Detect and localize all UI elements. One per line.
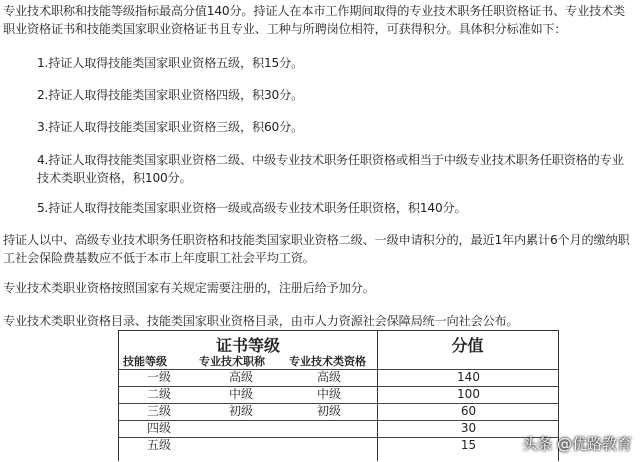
- table-row: [119, 403, 558, 420]
- cell-title: 高级: [228, 370, 253, 384]
- rule-item-1: 1.持证人取得技能类国家职业资格五级，积15分。: [37, 56, 304, 70]
- cell-qual: 高级: [316, 370, 341, 384]
- cell-skill: 三级: [146, 404, 171, 418]
- registration-paragraph: 专业技术类职业资格按照国家有关规定需要注册的，注册后给予加分。: [3, 281, 375, 295]
- brand-watermark: 头条 @优路教育: [522, 435, 632, 453]
- cell-score: 60: [460, 404, 477, 418]
- social-insurance-paragraph: 持证人以中、高级专业技术职务任职资格和技能类国家职业资格二级、一级申请积分的，最近1年内累计6个月的缴纳职工社会保险费基数应不低于本市上年度职工社会平均工资。: [3, 233, 630, 265]
- cell-score: 100: [457, 387, 480, 401]
- cell-skill: 四级: [146, 421, 171, 435]
- cell-skill: 一级: [146, 370, 171, 384]
- subheader-tech-qual: 专业技术类资格: [289, 355, 366, 368]
- subheader-skill-level: 技能等级: [123, 355, 167, 368]
- cell-title: 中级: [228, 387, 253, 401]
- cell-qual: 初级: [316, 404, 341, 418]
- cell-title: 初级: [228, 404, 253, 418]
- cell-qual: 中级: [316, 387, 341, 401]
- header-cert-level: 证书等级: [215, 336, 280, 355]
- intro-paragraph: 专业技术职称和技能等级指标最高分值140分。持证人在本市工作期间取得的专业技术职务任职资格证书、专业技术类职业资格证书和技能类国家职业资格证书且专业、工种与所聘岗位相符，可获得积分。具体积分标准如下：: [3, 4, 626, 36]
- catalog-paragraph: 专业技术类职业资格目录、技能类国家职业资格目录，由市人力资源社会保障局统一向社会公布。: [3, 314, 519, 328]
- table-row: [119, 437, 558, 454]
- cell-score: 15: [460, 438, 477, 452]
- cell-skill: 五级: [146, 438, 171, 452]
- cell-skill: 二级: [146, 387, 171, 401]
- score-table: [118, 330, 559, 461]
- rule-item-3: 3.持证人取得技能类国家职业资格三级，积60分。: [37, 120, 304, 134]
- table-row: [119, 386, 558, 403]
- rule-item-5: 5.持证人取得技能类国家职业资格一级或高级专业技术职务任职资格，积140分。: [37, 201, 467, 215]
- table-row: [119, 420, 558, 437]
- rule-item-2: 2.持证人取得技能类国家职业资格四级，积30分。: [37, 88, 304, 102]
- rule-item-4: 4.持证人取得技能类国家职业资格二级、中级专业技术职务任职资格或相当于中级专业技术职务任职资格的专业技术类职业资格，积100分。: [37, 153, 624, 185]
- cell-score: 140: [457, 370, 480, 384]
- header-score: 分值: [451, 336, 484, 355]
- subheader-tech-title: 专业技术职称: [199, 355, 265, 368]
- cell-score: 30: [460, 421, 477, 435]
- table-row: [119, 369, 558, 386]
